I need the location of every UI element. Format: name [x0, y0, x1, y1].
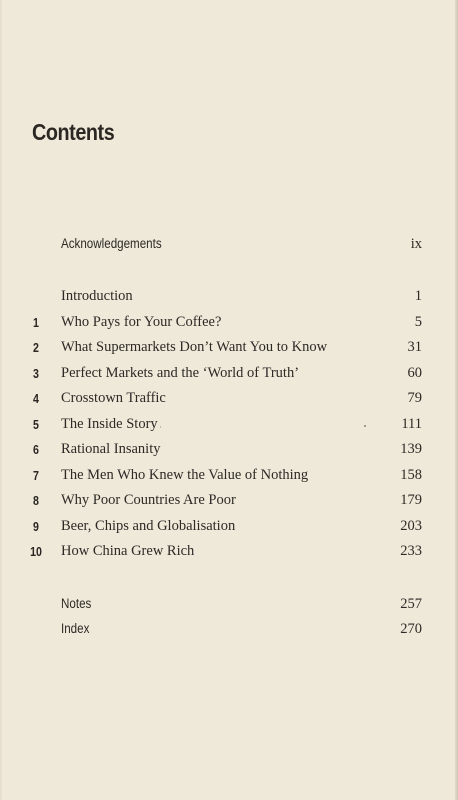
toc-entry-page: 270: [400, 621, 422, 637]
toc-entry-number: 2: [33, 341, 39, 355]
toc-entry-page: 233: [400, 543, 422, 559]
toc-entry-title: Index: [61, 621, 90, 636]
toc-entry-title: The Inside Story: [61, 416, 158, 432]
toc-entry-page: 1: [414, 288, 422, 304]
toc-entry-chapter-10: [0, 543, 458, 565]
toc-entry-title: How China Grew Rich: [61, 543, 195, 559]
paper-speck: [364, 425, 366, 427]
toc-entry-page: 139: [400, 441, 422, 457]
toc-entry-number: 4: [33, 392, 39, 406]
toc-entry-chapter-1: [0, 314, 458, 336]
toc-entry-title: Beer, Chips and Globalisation: [61, 518, 236, 534]
toc-entry-page: 31: [407, 339, 422, 355]
page-title: Contents: [32, 119, 115, 145]
toc-entry-page: 111: [401, 416, 422, 432]
toc-entry-page: ix: [410, 236, 422, 252]
toc-entry-chapter-9: [0, 518, 458, 540]
toc-entry-number: 3: [33, 367, 39, 381]
toc-entry-introduction: [0, 288, 458, 310]
toc-entry-page: 5: [414, 314, 422, 330]
toc-entry-page: 79: [407, 390, 422, 406]
toc-entry-number: 7: [33, 469, 39, 483]
toc-entry-page: 158: [400, 467, 422, 483]
toc-entry-page: 60: [407, 365, 422, 381]
toc-entry-number: 10: [30, 545, 42, 559]
toc-entry-title: Why Poor Countries Are Poor: [61, 492, 236, 508]
toc-entry-chapter-5: [0, 416, 458, 438]
toc-entry-notes: [0, 596, 458, 618]
toc-entry-number: 9: [33, 520, 39, 534]
toc-entry-chapter-6: [0, 441, 458, 463]
toc-entry-title: The Men Who Knew the Value of Nothing: [61, 467, 309, 483]
toc-entry-chapter-2: [0, 339, 458, 361]
toc-entry-number: 5: [33, 418, 39, 432]
paper-speck: [160, 426, 161, 428]
toc-entry-title: Perfect Markets and the ‘World of Truth’: [61, 365, 300, 381]
toc-entry-acknowledgements: [0, 236, 458, 258]
toc-entry-chapter-4: [0, 390, 458, 412]
toc-entry-title: Rational Insanity: [61, 441, 161, 457]
toc-entry-page: 179: [400, 492, 422, 508]
toc-entry-title: Notes: [61, 596, 92, 611]
toc-entry-number: 6: [33, 443, 39, 457]
toc-entry-chapter-8: [0, 492, 458, 514]
toc-entry-page: 257: [400, 596, 422, 612]
toc-entry-title: Acknowledgements: [61, 236, 162, 251]
toc-entry-page: 203: [400, 518, 422, 534]
toc-entry-title: Crosstown Traffic: [61, 390, 166, 406]
toc-entry-number: 8: [33, 494, 39, 508]
toc-entry-number: 1: [33, 316, 39, 330]
toc-entry-chapter-7: [0, 467, 458, 489]
toc-entry-title: What Supermarkets Don’t Want You to Know: [61, 339, 328, 355]
toc-entry-index: [0, 621, 458, 643]
toc-entry-title: Introduction: [61, 288, 133, 304]
toc-entry-title: Who Pays for Your Coffee?: [61, 314, 222, 330]
toc-entry-chapter-3: [0, 365, 458, 387]
